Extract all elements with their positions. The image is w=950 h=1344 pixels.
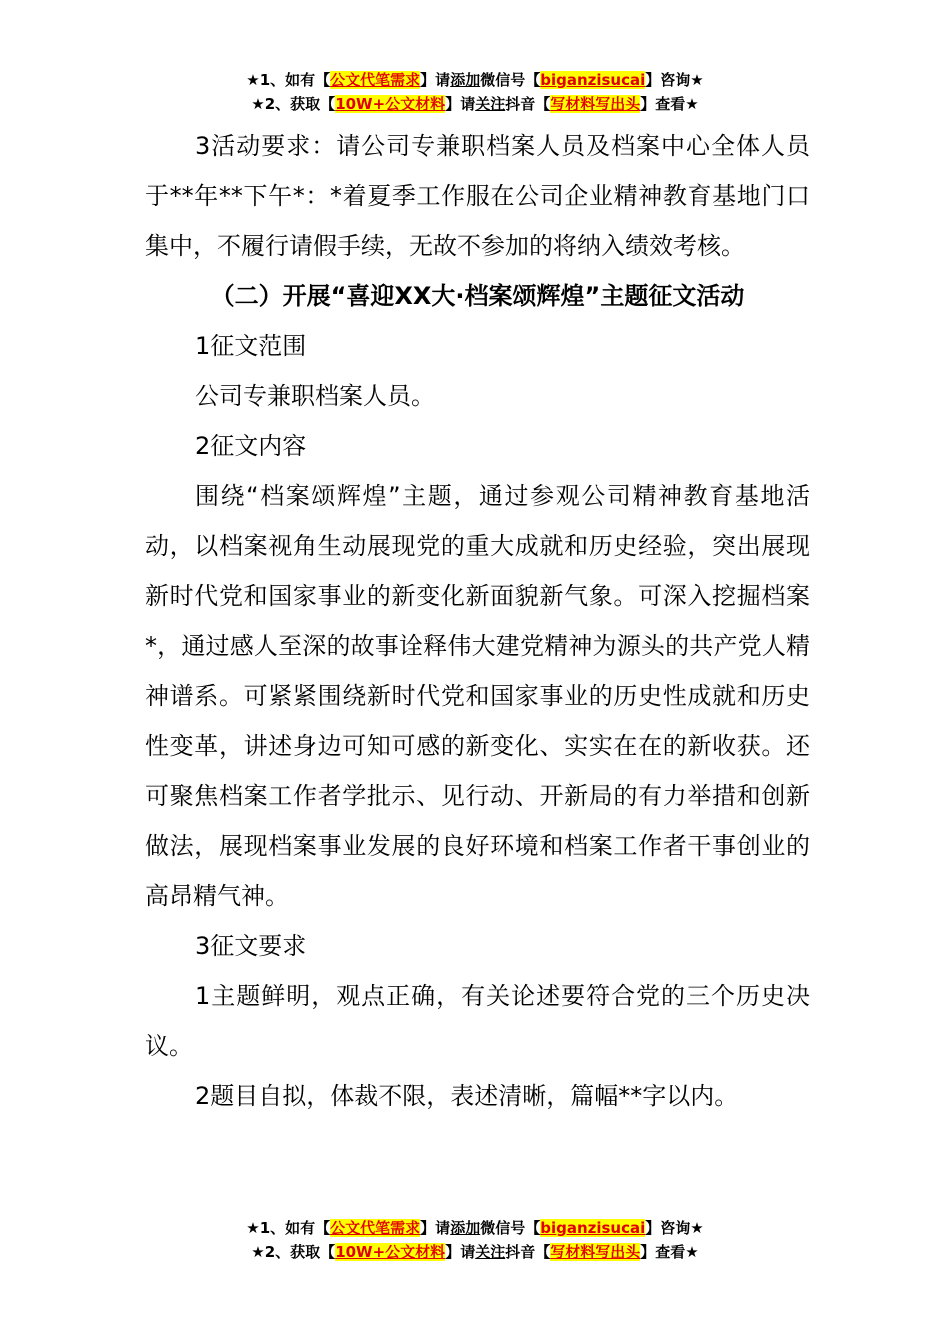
promo-text: 】咨询★: [645, 1219, 704, 1237]
promo-text: 】咨询★: [645, 71, 704, 89]
promo-underline: 添加: [450, 1219, 481, 1237]
footer-promo-banner: [0, 1216, 950, 1264]
promo-text: 】查看★: [640, 1243, 699, 1261]
promo-douyin-id: 写材料写出头: [550, 1243, 641, 1261]
promo-text: 】请: [420, 71, 451, 89]
promo-highlight: 公文代笔需求: [330, 71, 421, 89]
paragraph: 围绕“档案颂辉煌”主题，通过参观公司精神教育基地活动，以档案视角生动展现党的重大成就和历史经验，突出展现新时代党和国家事业的新变化新面貌新气象。可深入挖掘档案*，通过感人至深的故事诠释伟大建党精神为源头的共产党人精神谱系。可紧紧围绕新时代党和国家事业的历史性成就和历史性变革，讲述身边可知可感的新变化、实实在在的新收获。还可聚焦档案工作者学批示、见行动、开新局的有力举措和创新做法，展现档案事业发展的良好环境和档案工作者干事创业的高昂精气神。: [145, 482, 810, 910]
promo-line-1: [0, 1216, 950, 1240]
promo-line-2: [0, 92, 950, 116]
promo-wechat-id: biganzisucai: [540, 1219, 646, 1237]
promo-text: 抖音【: [505, 1243, 551, 1261]
promo-highlight: 10W+公文材料: [335, 95, 446, 113]
promo-text: 抖音【: [505, 95, 551, 113]
promo-text: ★2、获取【: [251, 95, 336, 113]
promo-highlight: 公文代笔需求: [330, 1219, 421, 1237]
promo-text: 】查看★: [640, 95, 699, 113]
section-heading: （二）开展“喜迎XX大·档案颂辉煌”主题征文活动: [210, 282, 745, 310]
promo-text: ★1、如有【: [246, 71, 331, 89]
header-promo-banner: [0, 68, 950, 116]
promo-wechat-id: biganzisucai: [540, 71, 646, 89]
promo-text: 微信号【: [480, 71, 541, 89]
promo-highlight: 10W+公文材料: [335, 1243, 446, 1261]
paragraph-activity-requirements: 3活动要求：请公司专兼职档案人员及档案中心全体人员于**年**下午*：*着夏季工作服在公司企业精神教育基地门口集中，不履行请假手续，无故不参加的将纳入绩效考核。: [145, 132, 810, 260]
promo-line-2: [0, 1240, 950, 1264]
promo-text: ★1、如有【: [246, 1219, 331, 1237]
paragraph: 公司专兼职档案人员。: [195, 382, 435, 410]
promo-text: 】请: [445, 95, 476, 113]
promo-text: 】请: [420, 1219, 451, 1237]
promo-text: 微信号【: [480, 1219, 541, 1237]
paragraph-subheading: 1征文范围: [195, 332, 307, 360]
document-body: [145, 121, 810, 1121]
paragraph: 2题目自拟，体裁不限，表述清晰，篇幅**字以内。: [195, 1082, 739, 1110]
promo-douyin-id: 写材料写出头: [550, 95, 641, 113]
promo-line-1: [0, 68, 950, 92]
promo-text: 】请: [445, 1243, 476, 1261]
promo-underline: 关注: [475, 1243, 506, 1261]
promo-text: ★2、获取【: [251, 1243, 336, 1261]
promo-underline: 关注: [475, 95, 506, 113]
paragraph-subheading: 3征文要求: [195, 932, 307, 960]
paragraph: 1主题鲜明，观点正确，有关论述要符合党的三个历史决议。: [145, 982, 810, 1060]
promo-underline: 添加: [450, 71, 481, 89]
paragraph-subheading: 2征文内容: [195, 432, 307, 460]
